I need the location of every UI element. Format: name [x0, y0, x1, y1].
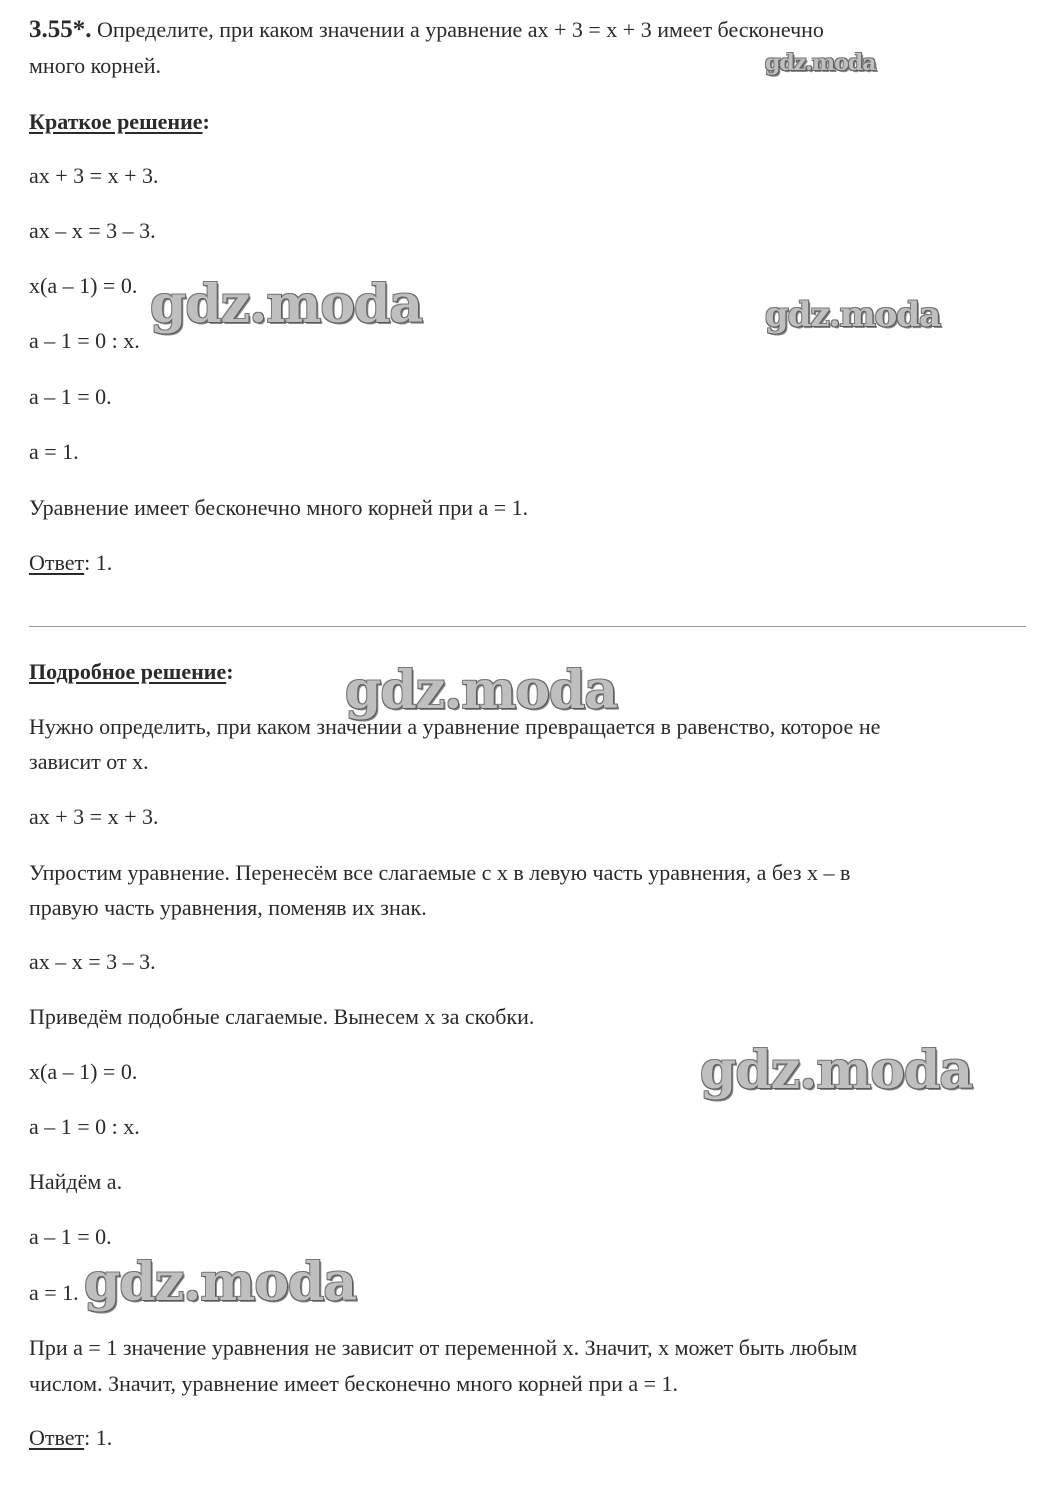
detailed-solution-line: Приведём подобные слагаемые. Вынесем х за скобки. — [29, 1004, 535, 1029]
short-solution-line: ах – х = 3 – 3. — [29, 218, 156, 243]
short-solution-line: а = 1. — [29, 439, 79, 464]
section-divider — [29, 626, 1026, 627]
detailed-solution-line: а – 1 = 0 : х. — [29, 1114, 140, 1139]
problem-number: 3.55*. — [29, 16, 92, 43]
short-solution-line: а – 1 = 0. — [29, 384, 112, 409]
problem-text-line1: Определите, при каком значении а уравнение ах + 3 = х + 3 имеет бесконечно — [97, 17, 824, 42]
watermark-logo: gdz.moda — [700, 1040, 973, 1101]
detailed-solution-line: Упростим уравнение. Перенесём все слагаемые с х в левую часть уравнения, а без х – в — [29, 860, 851, 885]
watermark-logo: gdz.moda — [84, 1252, 357, 1313]
watermark-logo: gdz.moda — [765, 295, 941, 335]
detailed-solution-heading: Подробное решение: — [29, 659, 234, 684]
detailed-solution-line: числом. Значит, уравнение имеет бесконечно много корней при а = 1. — [29, 1371, 679, 1396]
detailed-solution-line: Нужно определить, при каком значении а уравнение превращается в равенство, которое не — [29, 714, 881, 739]
detailed-solution-line: Найдём а. — [29, 1169, 123, 1194]
short-solution-answer: Ответ: 1. — [29, 550, 113, 575]
watermark-logo: gdz.moda — [150, 274, 423, 335]
detailed-solution-line: При а = 1 значение уравнения не зависит от переменной х. Значит, х может быть любым — [29, 1335, 858, 1360]
detailed-solution-line: правую часть уравнения, поменяв их знак. — [29, 895, 427, 920]
problem-statement — [29, 12, 824, 48]
detailed-solution-line: ах + 3 = х + 3. — [29, 804, 159, 829]
problem-text-line2: много корней. — [29, 53, 162, 78]
short-solution-line: ах + 3 = х + 3. — [29, 163, 159, 188]
detailed-solution-line: х(а – 1) = 0. — [29, 1059, 138, 1084]
short-solution-conclusion: Уравнение имеет бесконечно много корней при а = 1. — [29, 495, 529, 520]
detailed-solution-answer: Ответ: 1. — [29, 1425, 113, 1450]
detailed-solution-line: ах – х = 3 – 3. — [29, 949, 156, 974]
detailed-solution-line: зависит от х. — [29, 749, 149, 774]
short-solution-heading: Краткое решение: — [29, 109, 210, 134]
detailed-solution-line: а = 1. — [29, 1280, 79, 1305]
detailed-solution-line: а – 1 = 0. — [29, 1224, 112, 1249]
watermark-logo: gdz.moda — [765, 50, 876, 76]
watermark-logo: gdz.moda — [345, 660, 618, 721]
short-solution-line: а – 1 = 0 : х. — [29, 328, 140, 353]
short-solution-line: х(а – 1) = 0. — [29, 273, 138, 298]
